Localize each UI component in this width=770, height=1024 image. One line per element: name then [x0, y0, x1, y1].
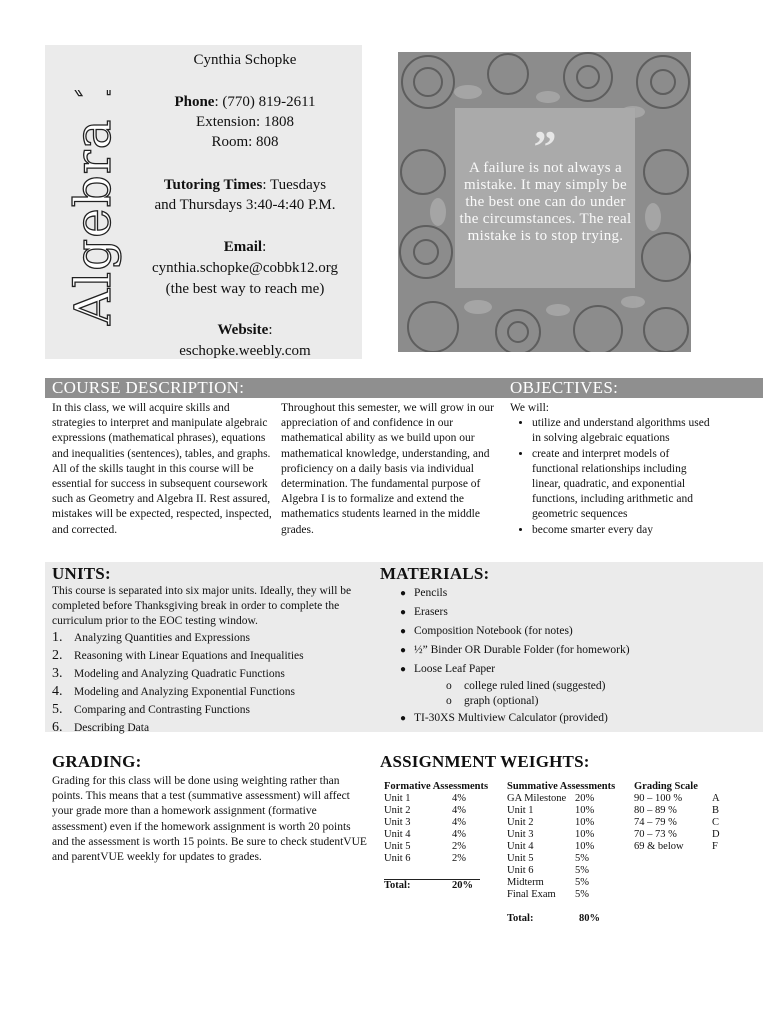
table-row: 90 – 100 % A	[634, 793, 720, 804]
email-line	[130, 237, 360, 257]
table-row: Unit 6 5%	[507, 865, 589, 876]
list-item: 4. Modeling and Analyzing Exponential Functions	[52, 684, 296, 699]
table-row: Unit 6 2%	[384, 853, 466, 864]
table-row: 80 – 89 % B	[634, 805, 720, 816]
tutoring-line	[130, 175, 360, 195]
teacher-name: Cynthia Schopke	[193, 52, 297, 68]
summative-total: Total: 80%	[507, 913, 600, 924]
list-item: ● Pencils	[399, 587, 448, 599]
course-title-text: Algebra 1	[64, 90, 122, 325]
website-link[interactable]: eschopke.weebly.com	[179, 343, 311, 359]
table-row: Unit 1 4%	[384, 793, 466, 804]
table-row: Unit 3 4%	[384, 817, 466, 828]
table-row: Unit 3 10%	[507, 829, 595, 840]
course-description-heading: COURSE DESCRIPTION:	[52, 378, 245, 397]
table-row: Unit 2 4%	[384, 805, 466, 816]
email-colon: :	[262, 239, 267, 255]
list-item: ● TI-30XS Multiview Calculator (provided)	[399, 712, 608, 724]
objective-item: • become smarter every day	[532, 523, 715, 538]
list-item: 5. Comparing and Contrasting Functions	[52, 702, 251, 717]
tutoring-value-1: : Tuesdays	[262, 177, 327, 193]
formative-total: Total: 20%	[384, 879, 480, 892]
website-colon: :	[268, 322, 273, 338]
quote-mark-icon: ”	[533, 121, 557, 172]
list-item: 1. Analyzing Quantities and Expressions	[52, 630, 250, 645]
table-row: 70 – 73 % D	[634, 829, 720, 840]
objective-item: • create and interpret models of functional relationships including linear, quadratic, and exponential functions, including arithmetic and geometric sequences	[532, 447, 715, 523]
tutoring-label: Tutoring Times	[163, 177, 263, 193]
table-row: Unit 5 2%	[384, 841, 466, 852]
list-item: o graph (optional)	[446, 695, 539, 707]
table-row: Unit 4 10%	[507, 841, 595, 852]
grading-heading: GRADING:	[52, 752, 142, 771]
table-row: Final Exam 5%	[507, 889, 589, 900]
formative-title: Formative Assessments	[384, 781, 489, 792]
summative-title: Summative Assessments	[507, 781, 616, 792]
objective-item: • utilize and understand algorithms used in solving algebraic equations	[532, 416, 715, 446]
list-item: ● Loose Leaf Paper	[399, 663, 496, 675]
grading-text: Grading for this class will be done using weighting rather than points. This means that a test (summative assessment) will affect your grade more than a homework assignment (formative assessment) even if the homework assignment is worth 20 points and the assessment is worth 15 points. Be sure to check studentVUE and parentVUE weekly for updates to grades.	[52, 775, 367, 864]
course-description-col1: In this class, we will acquire skills and strategies to interpret and manipulate algebraic expressions (mathematical phrases), equations and inequalities (sentences), tables, and graphs. All of the skills taught in this course will be essential for success in subsequent coursework such as Geometry and Algebra II. Rest assured, mistakes will be expected, respected, inspected, and corrected.	[52, 402, 272, 536]
email-label: Email	[223, 239, 263, 255]
materials-heading: MATERIALS:	[380, 564, 490, 583]
table-row: Unit 5 5%	[507, 853, 589, 864]
list-item: ● Composition Notebook (for notes)	[399, 625, 573, 637]
list-item: ● Erasers	[399, 606, 448, 618]
table-row: 74 – 79 % C	[634, 817, 720, 828]
list-item: 3. Modeling and Analyzing Quadratic Functions	[52, 666, 285, 681]
extension: Extension: 1808	[196, 114, 294, 130]
grading-scale-title: Grading Scale	[634, 781, 698, 792]
table-row: Unit 2 10%	[507, 817, 595, 828]
phone-value: : (770) 819-2611	[214, 94, 316, 110]
list-item: ● ½” Binder OR Durable Folder (for homework)	[399, 644, 630, 656]
table-row: Unit 1 10%	[507, 805, 595, 816]
website-line	[130, 320, 360, 340]
phone-line	[130, 92, 360, 112]
email-note: (the best way to reach me)	[165, 281, 325, 297]
table-row: Midterm 5%	[507, 877, 589, 888]
quote-text: A failure is not always a mistake. It may simply be the best one can do under the circumstances. The real mistake is to stop trying.	[459, 160, 632, 244]
course-title	[58, 90, 128, 330]
grading-scale-table	[634, 781, 734, 853]
objectives-intro: We will:	[510, 402, 549, 414]
website-label: Website	[217, 322, 269, 338]
list-item: 6. Describing Data	[52, 720, 150, 735]
materials-list	[392, 584, 752, 728]
formative-table	[384, 781, 494, 892]
email-link[interactable]: cynthia.schopke@cobbk12.org	[152, 260, 338, 276]
weights-heading: ASSIGNMENT WEIGHTS:	[380, 752, 590, 771]
units-intro: This course is separated into six major units. Ideally, they will be completed before Thanksgiving break in order to complete the curriculum prior to the EOC testing window.	[52, 585, 352, 628]
objectives-heading: OBJECTIVES:	[510, 378, 619, 397]
units-list	[52, 629, 372, 737]
units-heading: UNITS:	[52, 564, 111, 583]
phone-label: Phone	[174, 94, 215, 110]
list-item: o college ruled lined (suggested)	[446, 680, 606, 692]
list-item: 2. Reasoning with Linear Equations and Inequalities	[52, 648, 304, 663]
table-row: GA Milestone 20%	[507, 793, 595, 804]
table-row: Unit 4 4%	[384, 829, 466, 840]
tutoring-value-2: and Thursdays 3:40-4:40 P.M.	[154, 197, 336, 213]
course-description-col2: Throughout this semester, we will grow in our appreciation of and confidence in our mathematical ability as we build upon our mathematical knowledge, understanding, and proficiency on a daily basis via individual determination. The fundamental purpose of Algebra I is to formalize and extend the mathematics students learned in the middle grades.	[281, 402, 494, 536]
summative-table	[507, 781, 625, 925]
table-row: 69 & below F	[634, 841, 718, 852]
room: Room: 808	[211, 134, 279, 150]
objectives-list	[510, 401, 715, 538]
